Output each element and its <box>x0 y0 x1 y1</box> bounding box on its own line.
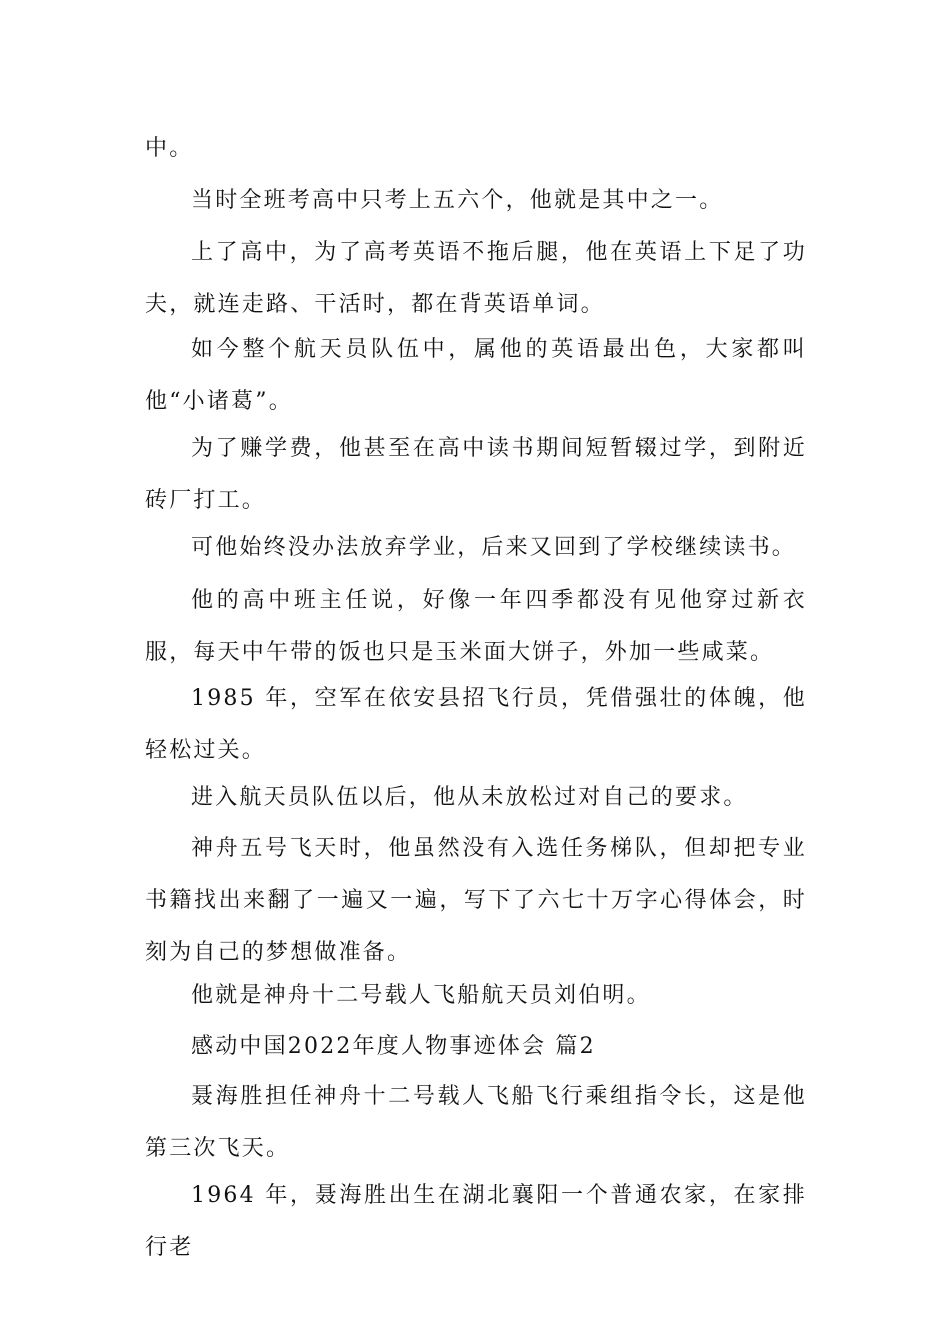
paragraph-3: 上了高中，为了高考英语不拖后腿，他在英语上下足了功夫，就连走路、干活时，都在背英语单词。 <box>145 240 807 317</box>
paragraph-6: 可他始终没办法放弃学业，后来又回到了学校继续读书。 <box>191 535 797 560</box>
paragraph-10: 神舟五号飞天时，他虽然没有入选任务梯队，但却把专业书籍找出来翻了一遍又一遍，写下了六七十万字心得体会，时刻为自己的梦想做准备。 <box>145 836 807 965</box>
paragraph-7: 他的高中班主任说，好像一年四季都没有见他穿过新衣服，每天中午带的饭也只是玉米面大饼子，外加一些咸菜。 <box>145 588 807 665</box>
paragraph-4: 如今整个航天员队伍中，属他的英语最出色，大家都叫他“小诸葛”。 <box>145 337 807 414</box>
paragraph-9: 进入航天员队伍以后，他从未放松过对自己的要求。 <box>191 785 748 810</box>
paragraph-1: 中。 <box>145 136 194 161</box>
section-heading: 感动中国2022年度人物事迹体会 篇2 <box>191 1034 596 1059</box>
paragraph-12: 聂海胜担任神舟十二号载人飞船飞行乘组指令长，这是他第三次飞天。 <box>145 1084 807 1161</box>
paragraph-5: 为了赚学费，他甚至在高中读书期间短暂辍过学，到附近砖厂打工。 <box>145 436 807 513</box>
paragraph-2: 当时全班考高中只考上五六个，他就是其中之一。 <box>191 188 724 213</box>
paragraph-13: 1964 年，聂海胜出生在湖北襄阳一个普通农家，在家排行老 <box>145 1183 807 1260</box>
paragraph-11: 他就是神舟十二号载人飞船航天员刘伯明。 <box>191 983 651 1008</box>
paragraph-8: 1985 年，空军在依安县招飞行员，凭借强壮的体魄，他轻松过关。 <box>145 686 807 763</box>
